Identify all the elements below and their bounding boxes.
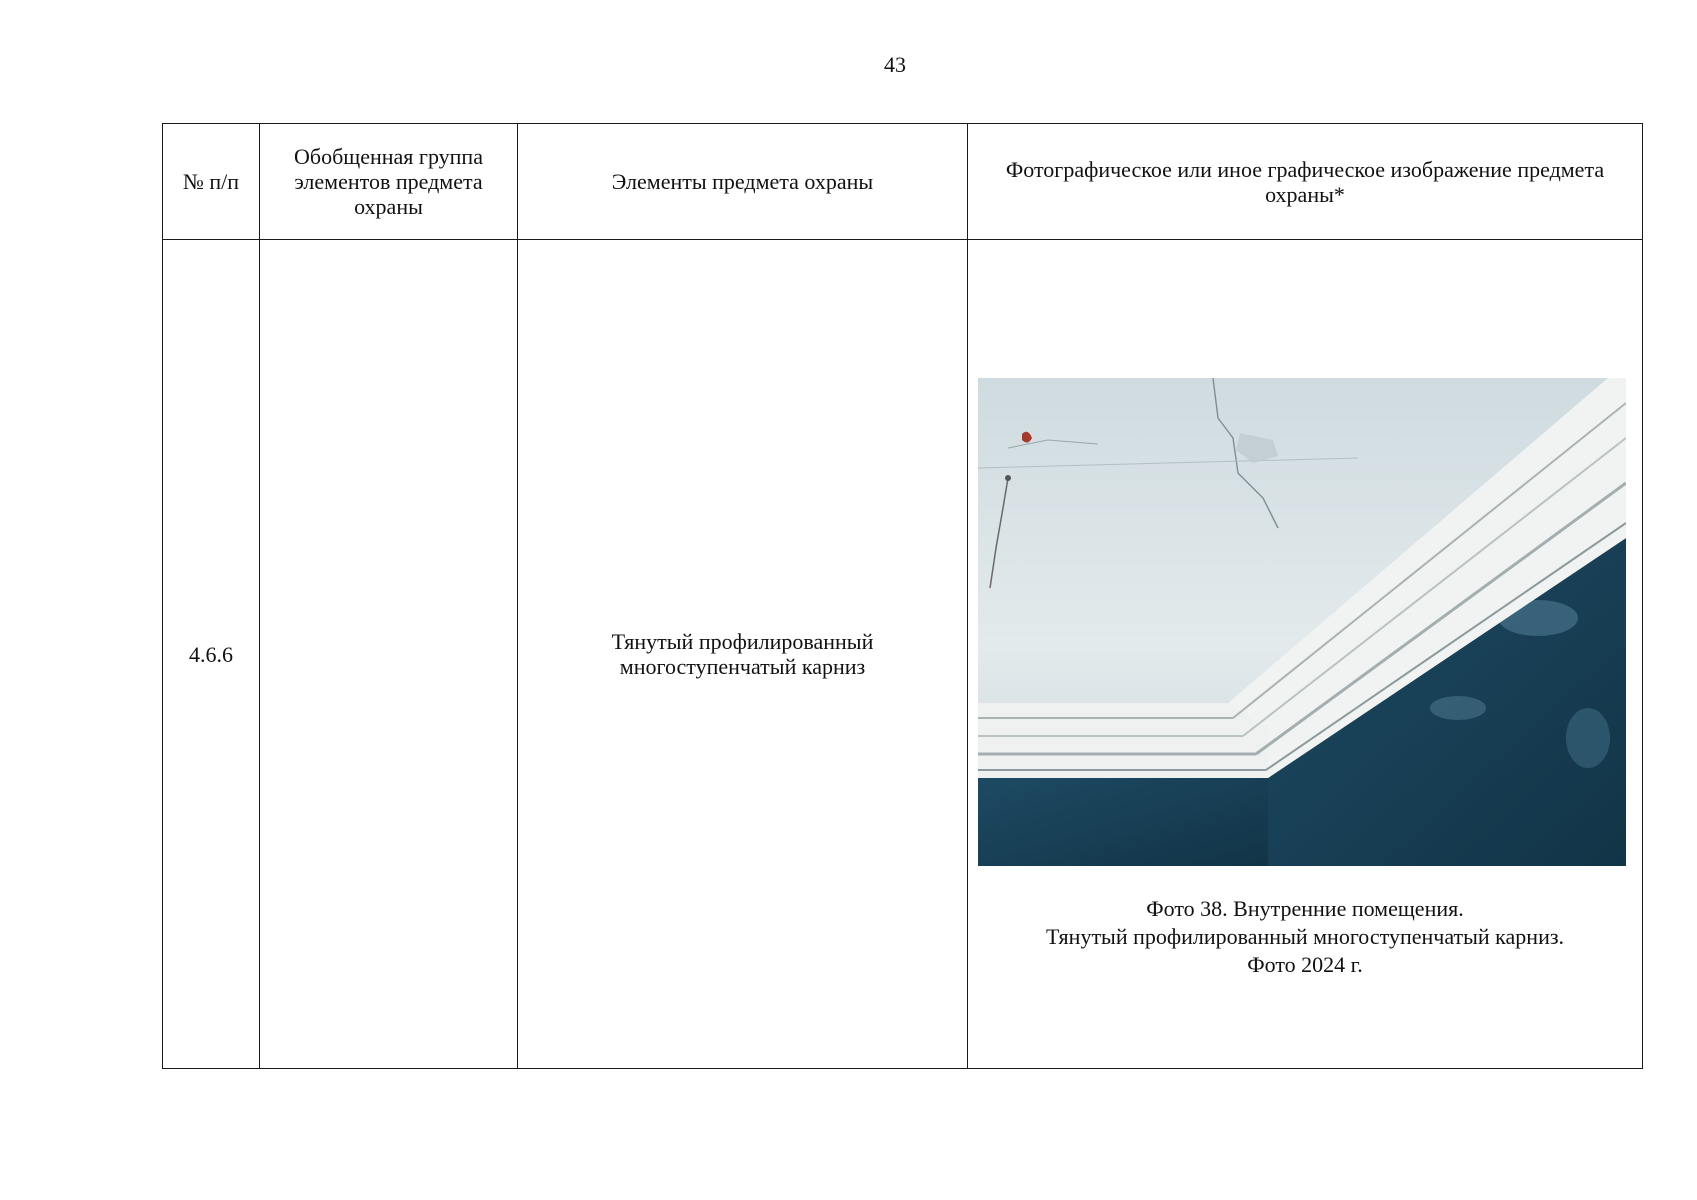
header-group: Обобщенная группа элементов предмета охраны <box>260 124 518 240</box>
table-row <box>163 240 1643 1069</box>
ceiling-cornice-image <box>978 378 1626 866</box>
header-number: № п/п <box>163 124 260 240</box>
caption-line-3: Фото 2024 г. <box>1247 952 1363 977</box>
header-elements: Элементы предмета охраны <box>518 124 968 240</box>
page-number: 43 <box>884 52 906 77</box>
cornice-photo <box>978 378 1626 866</box>
caption-line-1: Фото 38. Внутренние помещения. <box>1146 896 1464 921</box>
protection-subject-table <box>162 123 1643 1069</box>
row-photo-cell <box>968 240 1643 1069</box>
photo-caption <box>968 895 1642 979</box>
table-header-row <box>163 124 1643 240</box>
caption-line-2: Тянутый профилированный многоступенчатый карниз. <box>1045 924 1565 949</box>
header-image: Фотографическое или иное графическое изображение предмета охраны* <box>968 124 1643 240</box>
row-element: Тянутый профилированный многоступенчатый карниз <box>518 240 968 1069</box>
row-number: 4.6.6 <box>163 240 260 1069</box>
row-group <box>260 240 518 1069</box>
